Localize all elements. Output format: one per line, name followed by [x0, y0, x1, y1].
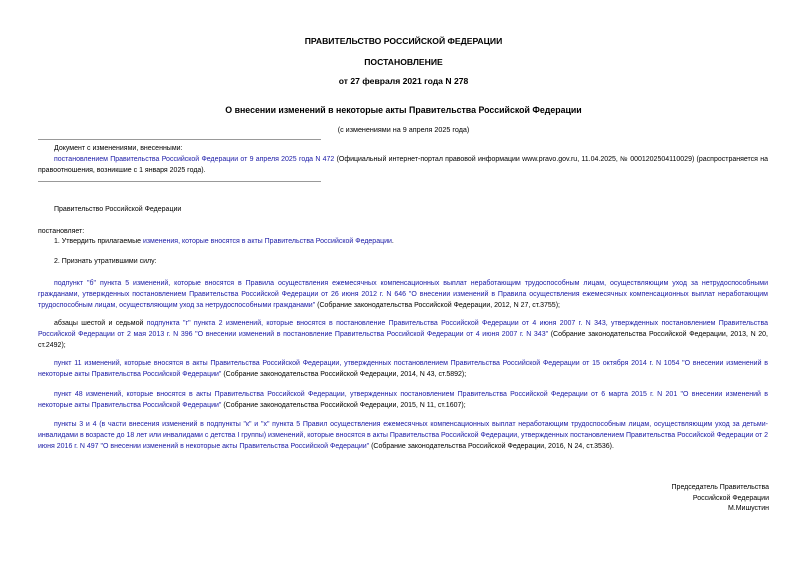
repealed-item-1 — [38, 278, 768, 312]
government-heading: ПРАВИТЕЛЬСТВО РОССИЙСКОЙ ФЕДЕРАЦИИ — [304, 36, 503, 46]
signature-org: Российской Федерации — [692, 494, 769, 502]
changes-note — [38, 143, 768, 177]
org-name-text: Правительство Российской Федерации — [54, 206, 182, 213]
repealed-item-4-rest: (Собрание законодательства Российской Федерации, 2015, N 11, ст.1607); — [221, 402, 466, 410]
repealed-item-5-rest: (Собрание законодательства Российской Федерации, 2016, N 24, ст.3536). — [369, 443, 614, 451]
repealed-item-3-rest: (Собрание законодательства Российской Федерации, 2014, N 43, ст.5892); — [221, 371, 467, 379]
item-2: 2. Признать утратившими силу: — [54, 258, 157, 265]
item-1-link[interactable]: изменения, которые вносятся в акты Правительства Российской Федерации — [142, 238, 392, 245]
repealed-item-3-link[interactable]: пункт 11 изменений, которые вносятся в акты Правительства Российской Федерации, утвержденных постановлением Правительства Российской Федерации от 15 октября 2014 г. N 1054 "О внесении изменений в некоторые акты Правительства Российской Федерации" — [38, 360, 768, 379]
document-type: ПОСТАНОВЛЕНИЕ — [364, 57, 443, 67]
repealed-item-1-link[interactable]: подпункт "б" пункта 5 изменений, которые вносятся в Правила осуществления ежемесячных компенсационных выплат неработающим трудоспособным лицам, осуществляющим уход за нетрудоспособными гражданами, утвержденных постановлением Правительства Российской Федерации от 26 июня 2012 г. N 646 "О внесении изменений в Правила осуществления ежемесячных компенсационных выплат неработающим трудоспособным лицам, осуществляющим уход за нетрудоспособными гражданами" — [38, 280, 768, 310]
repealed-item-5-link[interactable]: пункты 3 и 4 (в части внесения изменений в подпункты "к" и "х" пункта 5 Правил осуществления ежемесячных компенсационных выплат неработающим трудоспособным лицам, осуществляющим уход за детьми-инвалидами в возрасте до 18 лет или инвалидами с детства I группы) изменений, которые вносятся в акты Правительства Российской Федерации, утвержденных постановлением Правительства Российской Федерации от 2 июня 2016 г. N 497 "О внесении изменений в некоторые акты Правительства Российской Федерации" — [38, 421, 768, 451]
item-1 — [38, 236, 768, 247]
document-date-number: от 27 февраля 2021 года N 278 — [338, 76, 469, 86]
item-1-prefix: 1. Утвердить прилагаемые — [54, 238, 143, 245]
bottom-divider — [38, 181, 321, 182]
top-divider — [38, 139, 321, 140]
resolves-text: постановляет: — [38, 228, 85, 235]
changes-note-label: Документ с изменениями, внесенными: — [54, 145, 183, 152]
repealed-item-2-link[interactable]: подпункта "г" пункта 2 изменений, которые вносятся в постановление Правительства Российской Федерации от 4 июня 2007 г. N 343, утвержденных постановлением Правительства Российской Федерации от 2 мая 2013 г. N 396 "О внесении изменений в постановление Правительства Российской Федерации от 4 июня 2007 г. N 343" — [38, 320, 769, 339]
repealed-item-1-rest: (Собрание законодательства Российской Федерации, 2012, N 27, ст.3755); — [315, 302, 560, 310]
document-subtitle: (с изменениями на 9 апреля 2025 года) — [337, 125, 470, 134]
amendment-link[interactable]: постановлением Правительства Российской Федерации от 9 апреля 2025 года N 472 — [54, 156, 335, 164]
repealed-item-5 — [38, 419, 768, 453]
repealed-item-2 — [38, 318, 768, 352]
changes-note-rest: (Официальный интернет-портал правовой информации www.pravo.gov.ru, 11.04.2025, № 0001202504110029) (распространяется на правоотношения, возникшие с 1 января 2025 года). — [38, 156, 768, 175]
repealed-item-2-prefix: абзацы шестой и седьмой — [54, 320, 147, 327]
document-title: О внесении изменений в некоторые акты Правительства Российской Федерации — [225, 105, 582, 115]
item-1-suffix: . — [391, 238, 394, 245]
changes-note-text — [38, 154, 768, 176]
signature-block — [672, 483, 769, 515]
org-name — [38, 204, 768, 215]
repealed-item-4-link[interactable]: пункт 48 изменений, которые вносятся в акты Правительства Российской Федерации, утвержденных постановлением Правительства Российской Федерации от 6 марта 2015 г. N 201 "О внесении изменений в некоторые акты Правительства Российской Федерации" — [38, 391, 768, 410]
repealed-item-2-rest: (Собрание законодательства Российской Федерации, 2013, N 20, ст.2492); — [38, 331, 768, 350]
repealed-item-4 — [38, 389, 768, 411]
signature-name: М.Мишустин — [727, 505, 769, 512]
signature-position: Председатель Правительства — [671, 484, 769, 491]
repealed-item-3 — [38, 358, 768, 380]
